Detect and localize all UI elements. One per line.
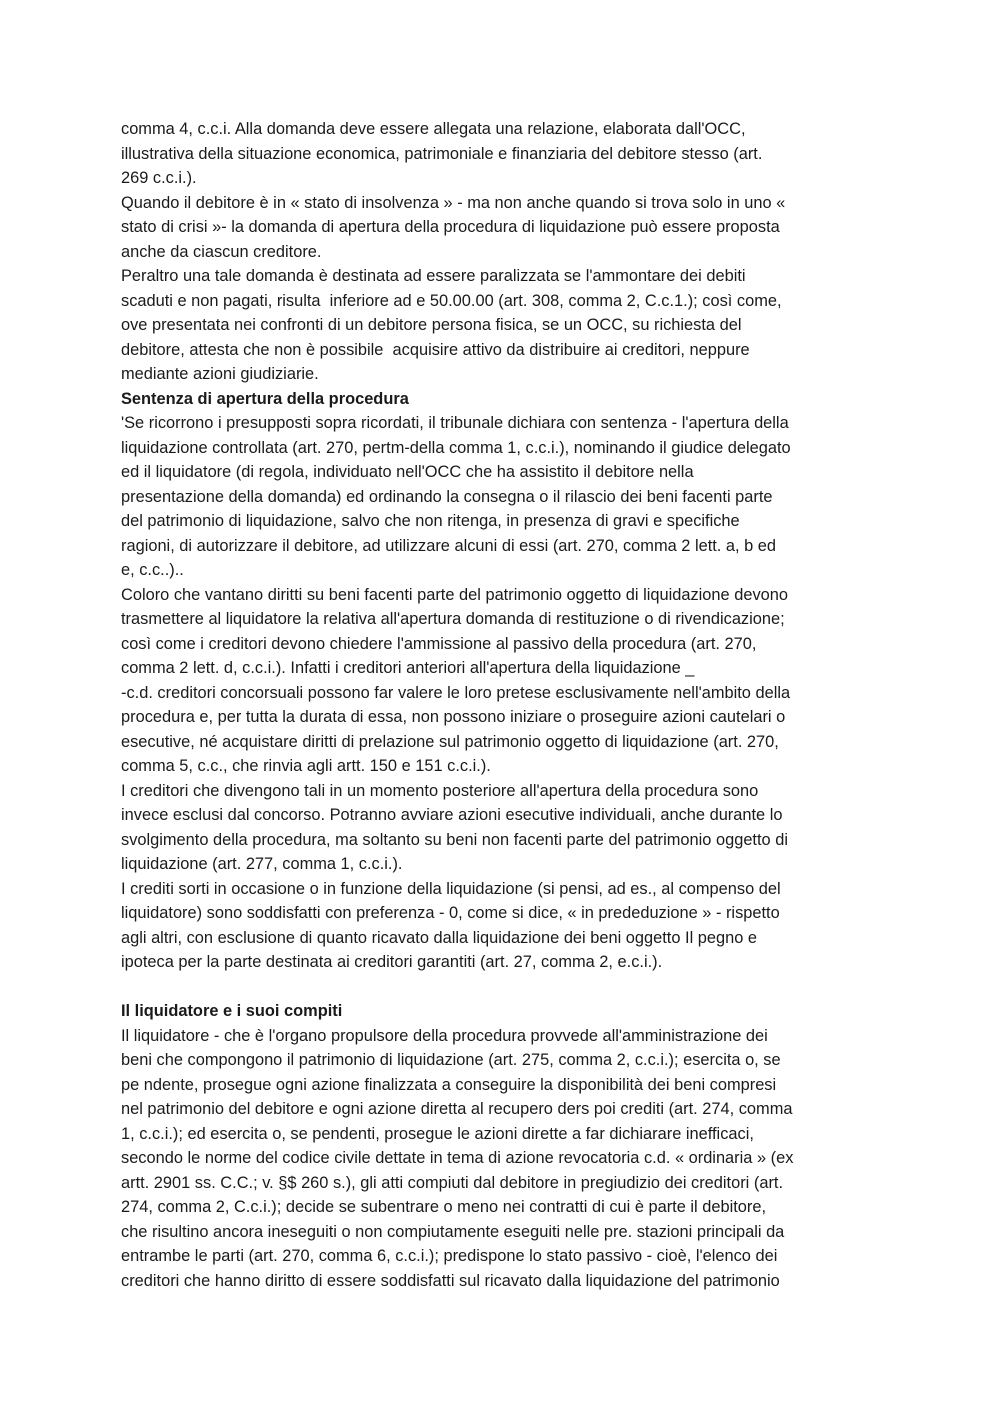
text-line: Il liquidatore - che è l'organo propulsore della procedura provvede all'amministrazione dei [121, 1026, 768, 1045]
text-line: scaduti e non pagati, risulta inferiore ad e 50.00.00 (art. 308, comma 2, C.c.1.); così come, [121, 291, 782, 310]
text-line: -c.d. creditori concorsuali possono far valere le loro pretese esclusivamente nell'ambito della [121, 683, 791, 702]
text-line: agli altri, con esclusione di quanto ricavato dalla liquidazione dei beni oggetto Il pegno e [121, 928, 758, 947]
text-line: comma 2 lett. d, c.c.i.). Infatti i creditori anteriori all'apertura della liquidazione _ [121, 659, 695, 677]
text-line: 1, c.c.i.); ed esercita o, se pendenti, prosegue le azioni dirette a far dichiarare inefficaci, [121, 1124, 754, 1143]
text-line: ipoteca per la parte destinata ai creditori garantiti (art. 27, comma 2, e.c.i.). [121, 953, 663, 971]
text-line: liquidazione (art. 277, comma 1, c.c.i.). [121, 855, 403, 873]
section-heading: Sentenza di apertura della procedura [121, 389, 409, 408]
text-line: debitore, attesta che non è possibile acquisire attivo da distribuire ai creditori, neppure [121, 340, 750, 359]
text-line: e, c.c..).. [121, 561, 184, 579]
document-page [121, 117, 881, 1293]
text-line: presentazione della domanda) ed ordinando la consegna o il rilascio dei beni facenti parte [121, 487, 773, 506]
text-line: I creditori che divengono tali in un momento posteriore all'apertura della procedura sono [121, 781, 759, 800]
text-line: che risultino ancora ineseguiti o non compiutamente eseguiti nelle pre. stazioni principali da [121, 1222, 785, 1241]
text-line: comma 4, c.c.i. Alla domanda deve essere allegata una relazione, elaborata dall'OCC, [121, 120, 746, 138]
text-line: creditori che hanno diritto di essere soddisfatti sul ricavato dalla liquidazione del patrimonio [121, 1271, 780, 1290]
text-line: liquidazione controllata (art. 270, pertm-della comma 1, c.c.i.), nominando il giudice delegato [121, 438, 791, 457]
text-line: anche da ciascun creditore. [121, 242, 322, 261]
text-line: illustrativa della situazione economica, patrimoniale e finanziaria del debitore stesso (art. [121, 144, 763, 163]
paragraph-spacer [121, 975, 881, 1000]
text-line: comma 5, c.c., che rinvia agli artt. 150 e 151 c.c.i.). [121, 757, 491, 775]
text-line: 'Se ricorrono i presupposti sopra ricordati, il tribunale dichiara con sentenza - l'apertura della [121, 414, 789, 432]
text-line: pe ndente, prosegue ogni azione finalizzata a conseguire la disponibilità dei beni compresi [121, 1075, 777, 1094]
text-line: Coloro che vantano diritti su beni facenti parte del patrimonio oggetto di liquidazione devono [121, 585, 788, 604]
text-line: artt. 2901 ss. C.C.; v. §$ 260 s.), gli atti compiuti dal debitore in pregiudizio dei creditori (art. [121, 1173, 784, 1192]
text-line: trasmettere al liquidatore la relativa all'apertura domanda di restituzione o di rivendicazione; [121, 610, 785, 628]
text-line: del patrimonio di liquidazione, salvo che non ritenga, in presenza di gravi e specifiche [121, 512, 740, 530]
text-line: Peraltro una tale domanda è destinata ad essere paralizzata se l'ammontare dei debiti [121, 267, 746, 285]
text-line: esecutive, né acquistare diritti di prelazione sul patrimonio oggetto di liquidazione (art. 270, [121, 732, 779, 751]
text-line: stato di crisi »- la domanda di apertura della procedura di liquidazione può essere proposta [121, 218, 780, 236]
text-line: secondo le norme del codice civile dettate in tema di azione revocatoria c.d. « ordinaria » (ex [121, 1149, 794, 1167]
text-line: ed il liquidatore (di regola, individuato nell'OCC che ha assistito il debitore nella [121, 463, 694, 481]
text-line: beni che compongono il patrimonio di liquidazione (art. 275, comma 2, c.c.i.); esercita o, se [121, 1051, 781, 1069]
text-line: I crediti sorti in occasione o in funzione della liquidazione (si pensi, ad es., al compenso del [121, 879, 781, 898]
text-line: mediante azioni giudiziarie. [121, 365, 319, 383]
text-line: procedura e, per tutta la durata di essa, non possono iniziare o proseguire azioni cautelari o [121, 708, 786, 726]
text-line: così come i creditori devono chiedere l'ammissione al passivo della procedura (art. 270, [121, 634, 757, 653]
text-line: liquidatore) sono soddisfatti con preferenza - 0, come si dice, « in prededuzione » - rispetto [121, 904, 780, 922]
text-line: Quando il debitore è in « stato di insolvenza » - ma non anche quando si trova solo in uno « [121, 193, 786, 212]
text-line: 269 c.c.i.). [121, 169, 197, 187]
text-line: ove presentata nei confronti di un debitore persona fisica, se un OCC, su richiesta del [121, 316, 742, 334]
text-line: svolgimento della procedura, ma soltanto su beni non facenti parte del patrimonio oggetto di [121, 830, 788, 849]
text-line: invece esclusi dal concorso. Potranno avviare azioni esecutive individuali, anche durante lo [121, 806, 783, 824]
text-line: 274, comma 2, C.c.i.); decide se subentrare o meno nei contratti di cui è parte il debitore, [121, 1198, 767, 1216]
text-line: entrambe le parti (art. 270, comma 6, c.c.i.); predispone lo stato passivo - cioè, l'elenco dei [121, 1247, 778, 1265]
section-heading: Il liquidatore e i suoi compiti [121, 1002, 343, 1020]
text-line: ragioni, di autorizzare il debitore, ad utilizzare alcuni di essi (art. 270, comma 2 lett. a, b ed [121, 536, 777, 555]
text-line: nel patrimonio del debitore e ogni azione diretta al recupero ders poi crediti (art. 274, comma [121, 1100, 793, 1118]
